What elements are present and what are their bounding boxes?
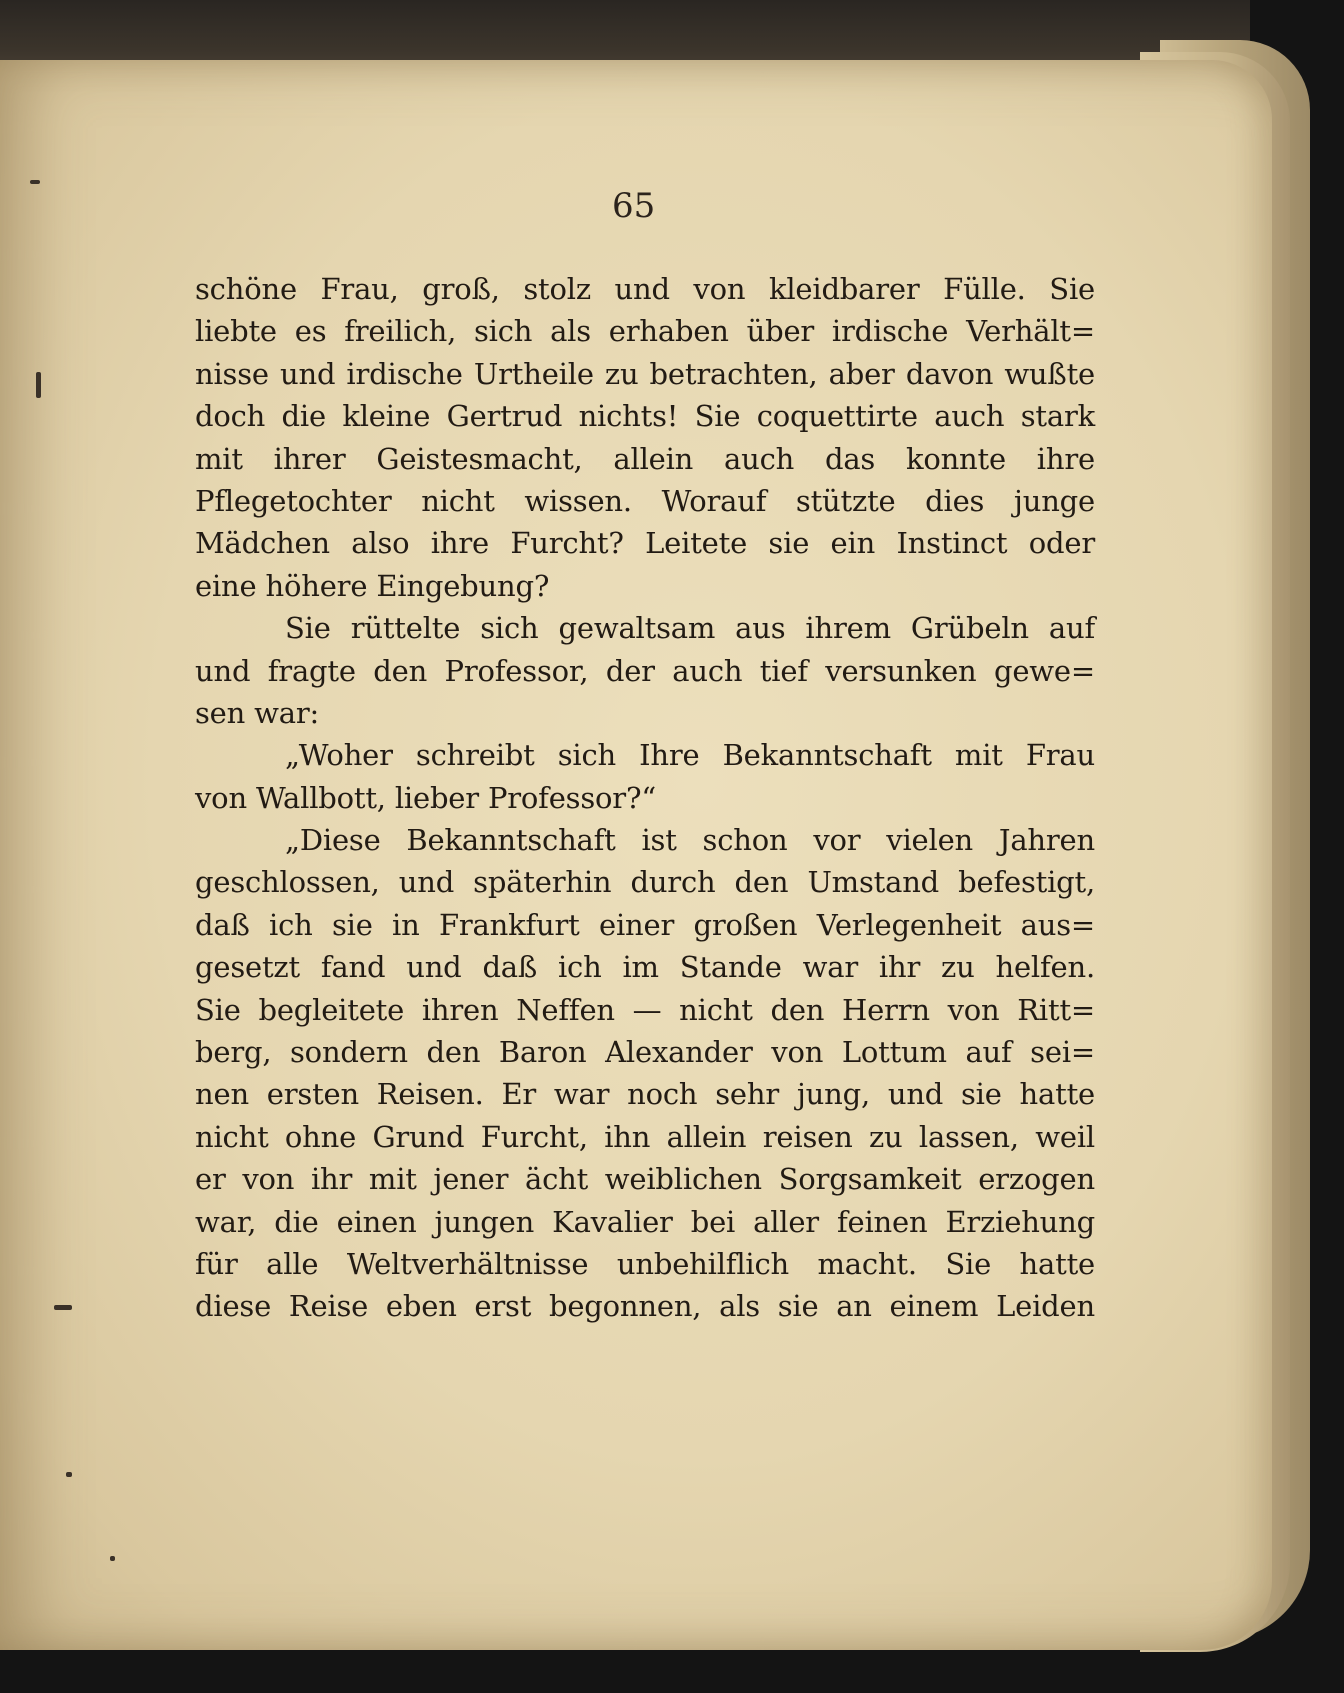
- text-line: er von ihr mit jener ächt weiblichen Sorgsamkeit erzogen: [195, 1162, 1095, 1197]
- page-number: 65: [612, 186, 656, 226]
- margin-mark: [54, 1305, 72, 1310]
- text-line: mit ihrer Geistesmacht, allein auch das konnte ihre: [195, 441, 1095, 476]
- text-line: schöne Frau, groß, stolz und von kleidbarer Fülle. Sie: [195, 272, 1095, 306]
- margin-mark: [110, 1556, 115, 1561]
- text-line: von Wallbott, lieber Professor?“: [195, 780, 656, 815]
- text-line: eine höhere Eingebung?: [195, 568, 550, 603]
- text-line: „Diese Bekanntschaft ist schon vor vielen Jahren: [285, 823, 1095, 858]
- text-line: Pflegetochter nicht wissen. Worauf stützte dies junge: [195, 483, 1095, 518]
- text-line: war, die einen jungen Kavalier bei aller feinen Erziehung: [195, 1204, 1095, 1239]
- text-line: daß ich sie in Frankfurt einer großen Verlegenheit aus=: [195, 907, 1095, 942]
- text-line: geschlossen, und späterhin durch den Umstand befestigt,: [195, 865, 1095, 900]
- text-line: doch die kleine Gertrud nichts! Sie coquettirte auch stark: [195, 399, 1095, 434]
- text-line: nen ersten Reisen. Er war noch sehr jung, und sie hatte: [195, 1077, 1095, 1112]
- text-line: diese Reise eben erst begonnen, als sie an einem Leiden: [195, 1289, 1095, 1324]
- text-line: „Woher schreibt sich Ihre Bekanntschaft mit Frau: [285, 738, 1095, 773]
- margin-mark: [66, 1472, 72, 1477]
- text-line: liebte es freilich, sich als erhaben über irdische Verhält=: [195, 314, 1095, 349]
- text-line: berg, sondern den Baron Alexander von Lottum auf sei=: [195, 1035, 1095, 1070]
- margin-mark: [30, 180, 40, 184]
- body-text: [195, 268, 1095, 1328]
- text-line: für alle Weltverhältnisse unbehilflich macht. Sie hatte: [195, 1246, 1095, 1281]
- margin-mark: [36, 372, 41, 398]
- text-line: Mädchen also ihre Furcht? Leitete sie ein Instinct oder: [195, 526, 1095, 561]
- text-line: und fragte den Professor, der auch tief versunken gewe=: [195, 653, 1095, 688]
- text-line: nisse und irdische Urtheile zu betrachten, aber davon wußte: [195, 356, 1095, 391]
- text-line: nicht ohne Grund Furcht, ihn allein reisen zu lassen, weil: [195, 1119, 1095, 1154]
- text-line: Sie rüttelte sich gewaltsam aus ihrem Grübeln auf: [285, 611, 1095, 646]
- text-line: gesetzt fand und daß ich im Stande war ihr zu helfen.: [195, 950, 1095, 985]
- text-line: Sie begleitete ihren Neffen — nicht den Herrn von Ritt=: [195, 992, 1095, 1027]
- text-line: sen war:: [195, 695, 320, 730]
